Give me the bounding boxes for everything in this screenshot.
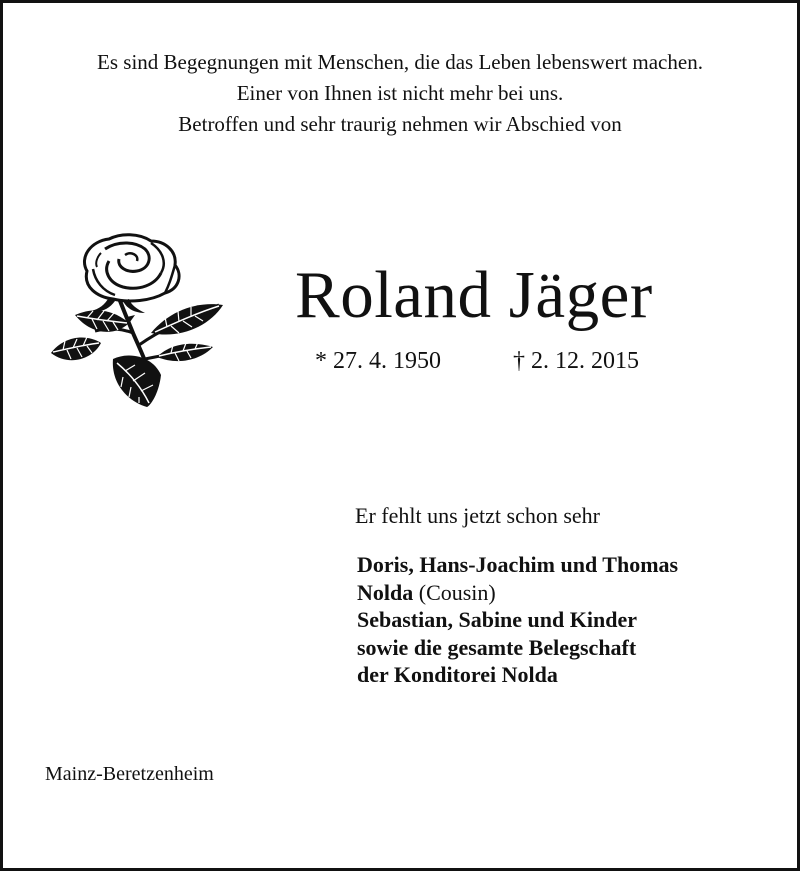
mourner-line: sowie die gesamte Belegschaft	[357, 634, 637, 660]
mourner-line: Doris, Hans-Joachim und Thomas	[357, 552, 679, 577]
intro-line: Es sind Begegnungen mit Menschen, die das Leben lebenswert machen.	[97, 50, 703, 74]
intro-line: Betroffen und sehr traurig nehmen wir Abschied von	[178, 112, 622, 136]
rose-icon	[47, 231, 225, 409]
place-name: Mainz-Beretzenheim	[45, 763, 214, 785]
mourner-line: der Konditorei Nolda	[357, 662, 558, 687]
death-date: † 2. 12. 2015	[513, 348, 639, 374]
intro-line: Einer von Ihnen ist nicht mehr bei uns.	[236, 81, 564, 105]
intro-text	[3, 47, 797, 140]
birth-date: * 27. 4. 1950	[315, 348, 441, 374]
mourner-line: Sebastian, Sabine und Kinder	[357, 607, 637, 632]
mourners-list	[357, 551, 678, 689]
mourner-relation: (Cousin)	[418, 579, 496, 605]
deceased-name: Roland Jäger	[295, 258, 653, 332]
mourner-name: Nolda	[357, 579, 414, 605]
memorial-quote: Er fehlt uns jetzt schon sehr	[355, 503, 600, 528]
